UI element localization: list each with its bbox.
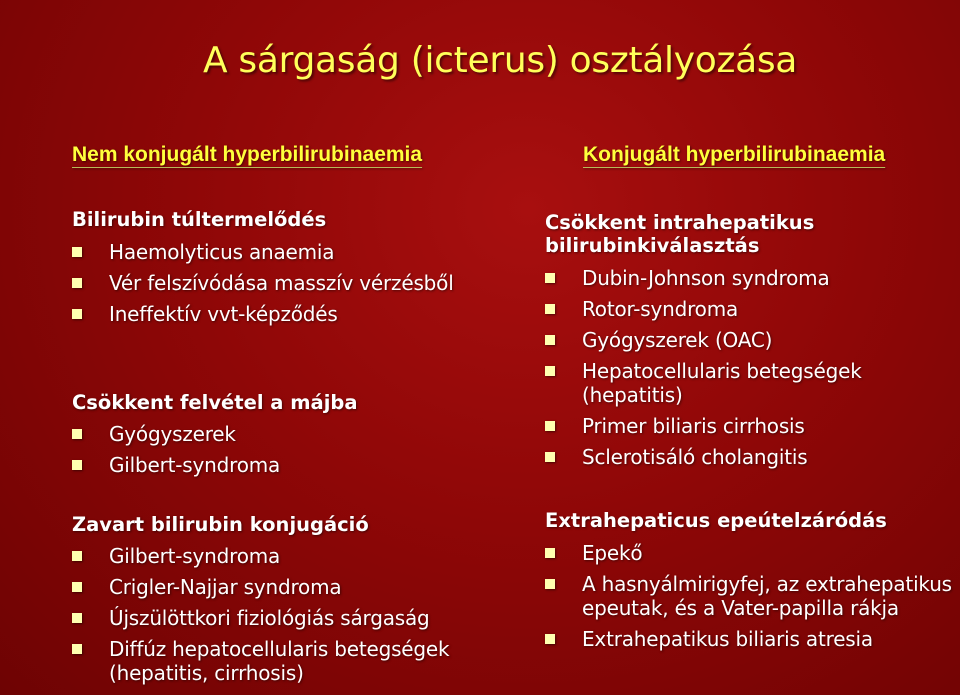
square-bullet-icon (72, 613, 82, 623)
list-item: Újszülöttkori fiziológiás sárgaság (72, 606, 512, 630)
square-bullet-icon (545, 304, 555, 314)
list-item: Epekő (545, 541, 955, 565)
list-item: Crigler-Najjar syndroma (72, 575, 512, 599)
left-section-list (72, 544, 512, 692)
square-bullet-icon (72, 247, 82, 257)
list-item: Gilbert-syndroma (72, 453, 492, 477)
square-bullet-icon (545, 335, 555, 345)
list-item: Extrahepatikus biliaris atresia (545, 627, 955, 651)
list-item: A hasnyálmirigyfej, az extrahepatikus epeutak, és a Vater-papilla rákja (545, 572, 955, 620)
square-bullet-icon (545, 452, 555, 462)
list-item: Gyógyszerek (72, 422, 492, 446)
right-section-list (545, 541, 955, 658)
left-section-list (72, 240, 492, 333)
left-section-list (72, 422, 492, 484)
square-bullet-icon (72, 582, 82, 592)
square-bullet-icon (72, 278, 82, 288)
left-column-heading: Nem konjugált hyperbilirubinaemia (72, 143, 423, 166)
list-item: Sclerotisáló cholangitis (545, 445, 955, 469)
list-item: Haemolyticus anaemia (72, 240, 492, 264)
square-bullet-icon (545, 366, 555, 376)
list-item: Dubin-Johnson syndroma (545, 266, 955, 290)
left-section-heading: Zavart bilirubin konjugáció (72, 513, 369, 536)
square-bullet-icon (545, 421, 555, 431)
right-section-list (545, 266, 955, 476)
list-item: Gilbert-syndroma (72, 544, 512, 568)
right-section-heading: Csökkent intrahepatikus bilirubinkiválasztás (545, 211, 815, 257)
list-item: Hepatocellularis betegségek (hepatitis) (545, 359, 955, 407)
square-bullet-icon (545, 273, 555, 283)
list-item: Vér felszívódása masszív vérzésből (72, 271, 492, 295)
list-item: Rotor-syndroma (545, 297, 955, 321)
right-column-heading: Konjugált hyperbilirubinaemia (583, 143, 886, 166)
left-section-heading: Csökkent felvétel a májba (72, 391, 358, 414)
left-section-heading: Bilirubin túltermelődés (72, 208, 327, 231)
square-bullet-icon (545, 548, 555, 558)
square-bullet-icon (545, 579, 555, 589)
list-item: Diffúz hepatocellularis betegségek (hepatitis, cirrhosis) (72, 637, 509, 685)
square-bullet-icon (72, 551, 82, 561)
slide-title: A sárgaság (icterus) osztályozása (202, 40, 798, 81)
square-bullet-icon (72, 309, 82, 319)
right-section-heading: Extrahepaticus epeútelzáródás (545, 509, 887, 532)
list-item: Gyógyszerek (OAC) (545, 328, 955, 352)
square-bullet-icon (545, 634, 555, 644)
list-item: Ineffektív vvt-képződés (72, 302, 492, 326)
square-bullet-icon (72, 644, 82, 654)
square-bullet-icon (72, 460, 82, 470)
list-item: Primer biliaris cirrhosis (545, 414, 955, 438)
square-bullet-icon (72, 429, 82, 439)
